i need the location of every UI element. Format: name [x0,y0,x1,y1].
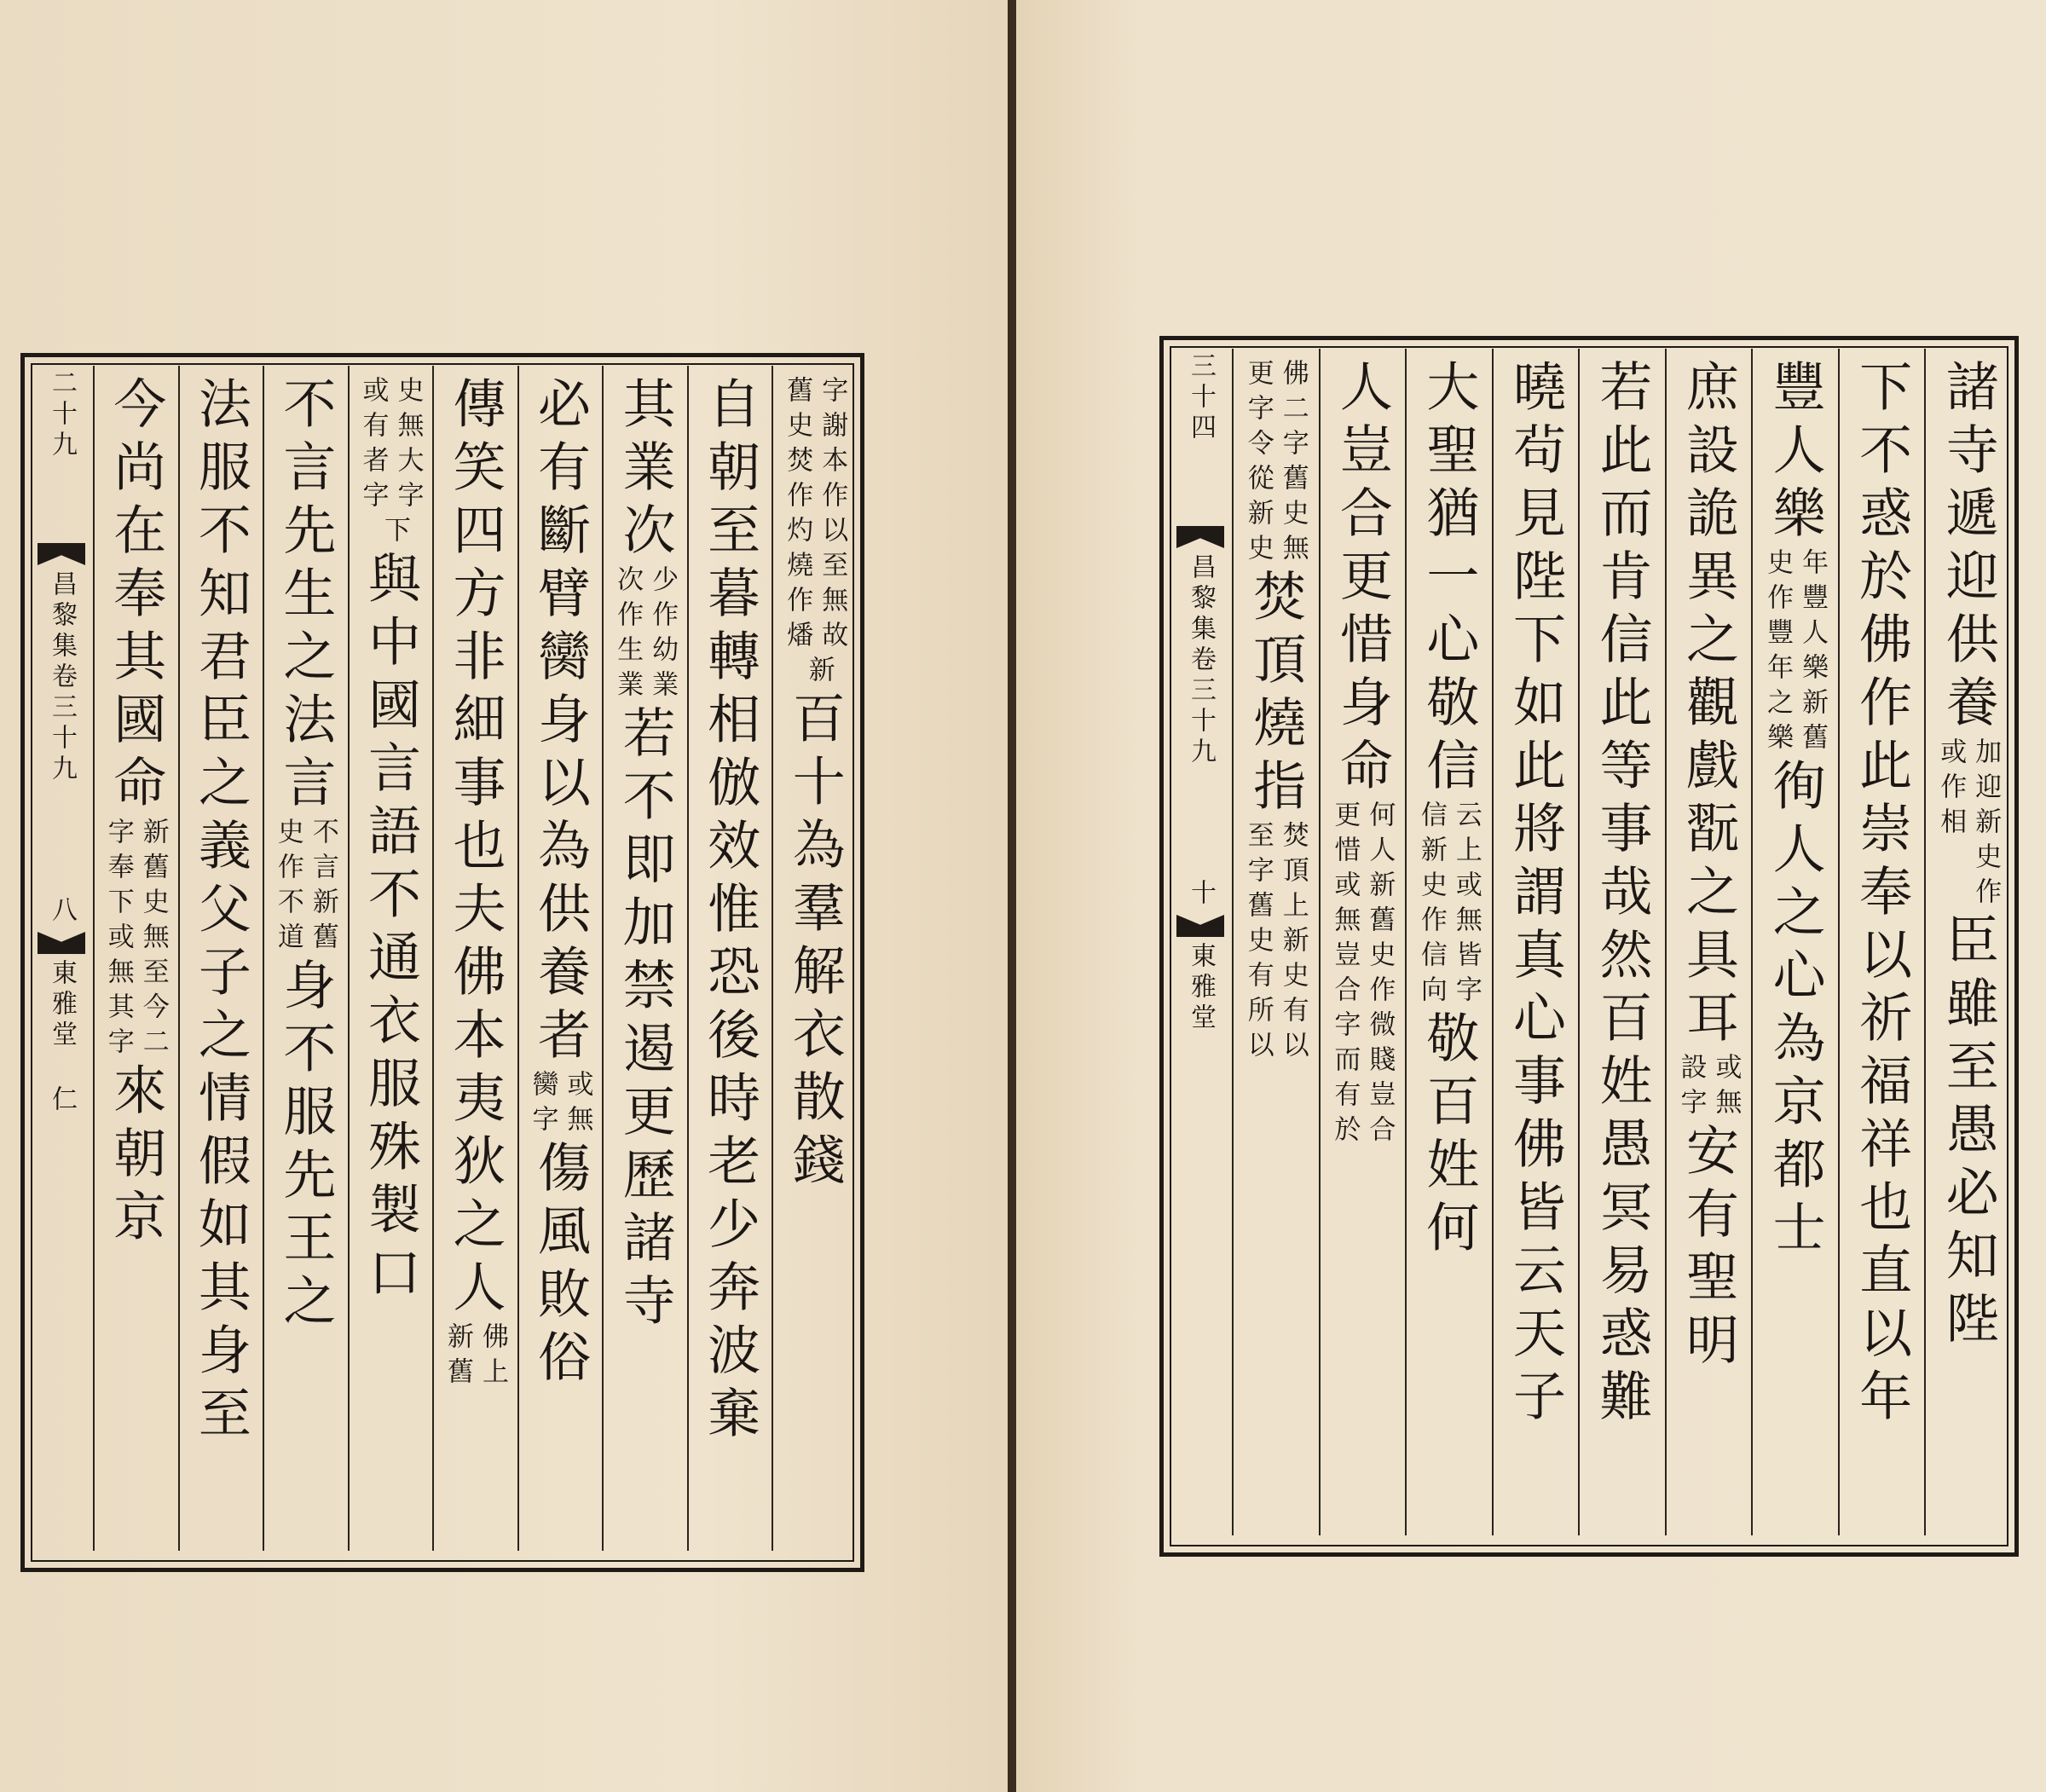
annotation-note [444,1322,506,1392]
annotation-note [272,818,338,957]
annotation-line: 史作不道 [272,818,303,957]
main-text: 人豈合更惜身命 [1331,359,1394,801]
column-rule [348,366,350,1551]
main-text: 來朝京 [104,1062,167,1252]
main-text: 法服不知君臣之義父子之情假如其身至 [189,376,252,1448]
annotation-line: 加迎新史作 [1970,737,2002,912]
main-text: 焚頂燒指 [1244,569,1307,821]
column-rule [1838,349,1840,1535]
annotation-note [612,565,679,705]
margin-top-text: 三十四 [1186,352,1216,444]
annotation-line: 信新史作信向 [1415,801,1447,1010]
annotation-line: 字謝本作以至無故 [817,376,848,656]
column-rule [1665,349,1667,1535]
annotation-line: 至字舊史有所以 [1242,821,1274,1066]
annotation-line: 舊史焚作灼燒作燔 [782,376,813,656]
annotation-line: 少作幼業 [647,565,679,705]
main-text: 安有聖明 [1677,1123,1740,1375]
annotation-line: 史作豐年之樂 [1762,548,1794,758]
annotation-line: 或無 [1710,1053,1742,1123]
book-gutter [1008,0,1016,1792]
annotation-line: 新 [803,656,835,691]
annotation-line: 佛二字舊史無 [1277,359,1309,569]
main-text: 若不即加禁遏更歷諸寺 [614,705,677,1336]
fish-tail-mark-lower [1176,915,1224,937]
annotation-note [1242,821,1309,1066]
margin-book-title: 昌黎集卷三十九 [1186,553,1216,768]
main-text: 今尚在奉其國命 [104,376,167,818]
main-text: 自朝至暮轉相倣效惟恐後時老少奔波棄 [698,376,761,1448]
annotation-line: 云上或無皆字 [1450,801,1482,1010]
main-text: 傳笑四方非細事也夫佛本夷狄之人 [444,376,506,1322]
main-text: 敬百姓何 [1417,1010,1480,1263]
annotation-line: 何人新舊史作微賤豈合 [1364,801,1396,1150]
margin-book-title: 昌黎集卷三十九 [47,570,77,785]
column-rule [178,366,180,1551]
main-text: 傷風敗俗 [529,1140,592,1392]
column-rule [1924,349,1926,1535]
annotation-note [357,376,424,516]
right-page [1016,0,2046,1792]
annotation-note [529,1070,591,1140]
annotation-line: 下 [379,516,410,551]
annotation-line: 史無大字 [392,376,424,516]
column-rule [263,366,264,1551]
annotation-line: 次作生業 [612,565,644,705]
fish-tail-mark-lower [38,932,85,954]
annotation-note [782,376,848,656]
main-text: 徇人之心為京都士 [1764,758,1827,1263]
column-rule [602,366,604,1551]
column-rule [93,366,95,1551]
main-text: 與中國言語不通衣服殊製口 [359,551,422,1308]
main-text: 百十為羣解衣散錢 [783,691,847,1195]
fish-tail-mark-upper [1176,526,1224,548]
left-text-frame [20,353,864,1572]
column-rule [1751,349,1753,1535]
annotation-line: 或有者字 [357,376,389,516]
column-rule [1578,349,1580,1535]
column-rule [1319,349,1321,1535]
annotation-line: 字奉下或無其字 [102,818,134,1062]
annotation-line: 設字 [1675,1053,1707,1123]
column-rule [1492,349,1494,1535]
left-page [0,0,1008,1792]
margin-bottom-mark: 仁 [47,1085,77,1116]
main-text: 下不惑於佛作此崇奉以祈福祥也直以年 [1850,359,1913,1431]
column-rule [772,366,773,1551]
annotation-line: 更字令從新史 [1242,359,1274,569]
margin-folio: 八 [47,896,77,927]
annotation-line: 臠字 [527,1070,558,1140]
annotation-line: 年豐人樂新舊 [1797,548,1829,758]
main-text: 庶設詭異之觀戲翫之具耳 [1677,359,1740,1053]
main-text: 臣雖至愚必知陛 [1937,912,2000,1354]
main-text: 不言先生之法言 [274,376,337,818]
column-rule [1405,349,1407,1535]
annotation-line: 新舊 [442,1322,473,1392]
main-text: 諸寺遞迎供養 [1937,359,2000,737]
annotation-note [1762,548,1829,758]
main-text: 豐人樂 [1764,359,1827,548]
fish-tail-mark-upper [38,543,85,565]
right-text-frame [1159,336,2019,1557]
column-rule [687,366,689,1551]
annotation-note [1935,737,2002,912]
margin-folio: 十 [1186,879,1216,910]
annotation-line: 佛上 [477,1322,508,1392]
main-text: 曉茍見陛下如此將謂真心事佛皆云天子 [1504,359,1567,1431]
annotation-note [1329,801,1396,1150]
annotation-line: 新舊史無至今二 [137,818,169,1062]
column-rule [1232,349,1234,1535]
main-text: 必有斷臂臠身以為供養者 [529,376,592,1070]
main-text: 若此而肯信此等事哉然百姓愚冥易惑難 [1591,359,1653,1431]
margin-publisher: 東雅堂 [1186,942,1216,1034]
annotation-note [1675,1053,1742,1123]
annotation-note [102,818,169,1062]
annotation-note [1415,801,1482,1010]
main-text: 其業次 [614,376,677,565]
annotation-line: 或作相 [1935,737,1967,842]
column-rule [517,366,519,1551]
main-text: 身不服先王之 [274,957,337,1336]
annotation-line: 或無 [562,1070,593,1140]
annotation-line: 更惜或無豈合字而有於 [1329,801,1361,1150]
annotation-line: 焚頂上新史有以 [1277,821,1309,1066]
annotation-note [797,656,835,691]
annotation-note [1242,359,1309,569]
main-text: 大聖猶一心敬信 [1417,359,1480,801]
column-rule [432,366,434,1551]
margin-publisher: 東雅堂 [47,959,77,1051]
margin-top-text: 二十九 [47,369,77,461]
annotation-line: 不言新舊 [307,818,338,957]
annotation-note [373,516,410,551]
